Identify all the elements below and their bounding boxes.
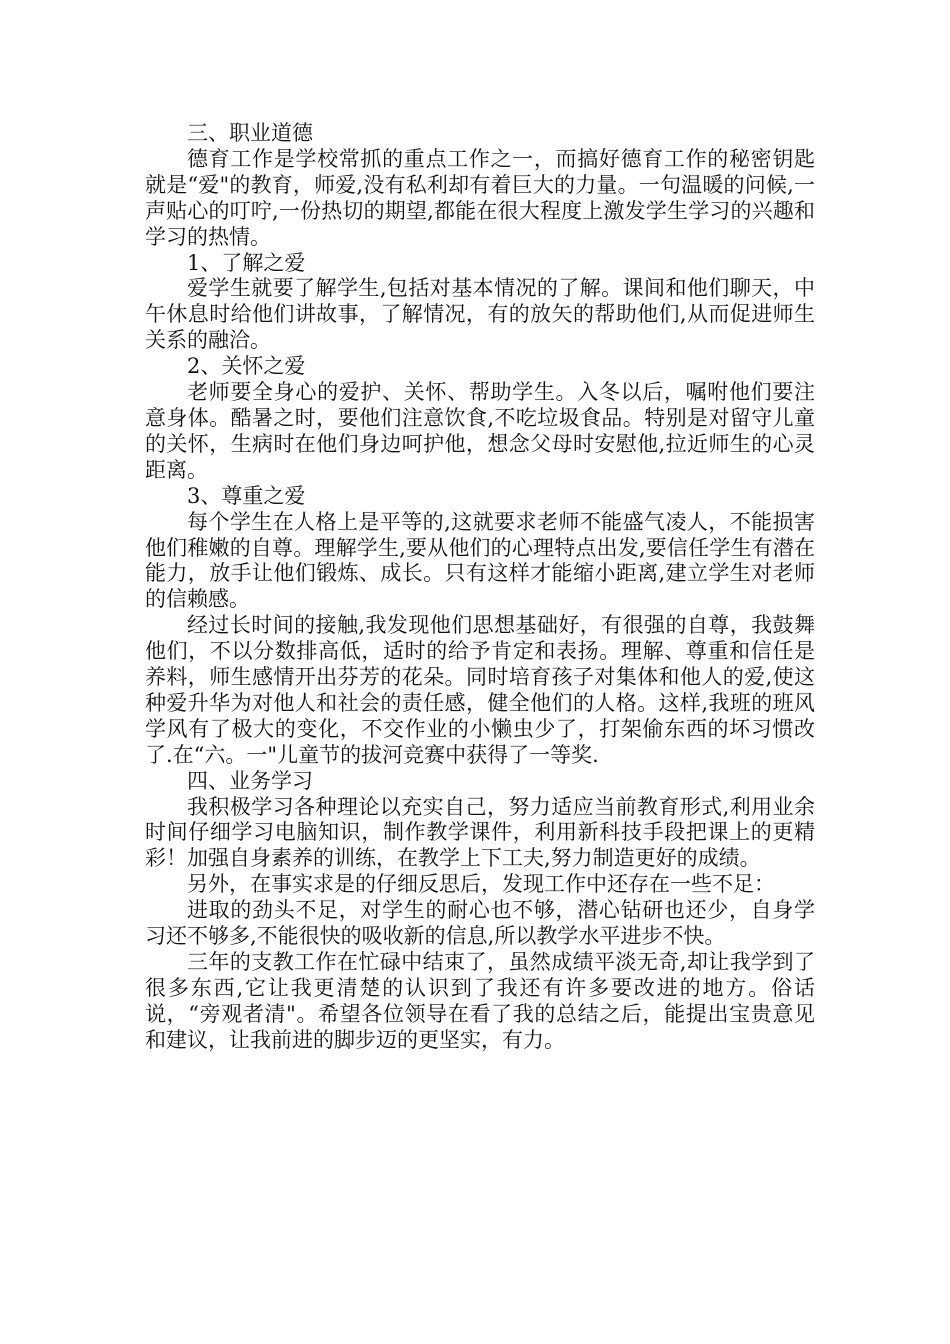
subheading-understanding-love: 1、了解之爱	[187, 250, 306, 275]
document-body	[145, 121, 815, 1054]
paragraph: 另外，在事实求是的仔细反思后，发现工作中还存在一些不足：	[187, 872, 775, 897]
paragraph: 德育工作是学校常抓的重点工作之一，而搞好德育工作的秘密钥匙就是“爱"的教育，师爱,没有私利却有着巨大的力量。一句温暖的问候,一声贴心的叮咛,一份热切的期望,都能在很大程度上激发学生学习的兴趣和学习的热情。	[145, 146, 815, 249]
paragraph: 老师要全身心的爱护、关怀、帮助学生。入冬以后，嘱咐他们要注意身体。酷暑之时，要他们注意饮食,不吃垃圾食品。特别是对留守儿童的关怀，生病时在他们身边呵护他，想念父母时安慰他,拉近师生的心灵距离。	[145, 380, 815, 482]
section-heading-professional-study: 四、业务学习	[187, 768, 313, 793]
paragraph: 经过长时间的接触,我发现他们思想基础好，有很强的自尊，我鼓舞他们，不以分数排高低，适时的给予肯定和表扬。理解、尊重和信任是养料，师生感情开出芬芳的花朵。同时培育孩子对集体和他人的爱,使这种爱升华为对他人和社会的责任感，健全他们的人格。这样,我班的班风学风有了极大的变化，不交作业的小懒虫少了，打架偷东西的坏习惯改了.在“六。一"儿童节的拔河竞赛中获得了一等奖.	[145, 613, 815, 767]
paragraph: 我积极学习各种理论以充实自己，努力适应当前教育形式,利用业余时间仔细学习电脑知识，制作教学课件，利用新科技手段把课上的更精彩！加强自身素养的训练，在教学上下工夫,努力制造更好的成绩。	[145, 794, 815, 871]
section-heading-professional-ethics: 三、职业道德	[187, 121, 313, 145]
subheading-respect-love: 3、尊重之爱	[187, 483, 306, 508]
paragraph: 三年的支教工作在忙碌中结束了，虽然成绩平淡无奇,却让我学到了很多东西,它让我更清楚的认识到了我还有许多要改进的地方。俗话说，“旁观者清"。希望各位领导在看了我的总结之后，能提出宝贵意见和建议，让我前进的脚步迈的更坚实，有力。	[145, 950, 815, 1052]
paragraph: 每个学生在人格上是平等的,这就要求老师不能盛气凌人，不能损害他们稚嫩的自尊。理解学生,要从他们的心理特点出发,要信任学生有潜在能力，放手让他们锻炼、成长。只有这样才能缩小距离,建立学生对老师的信赖感。	[145, 509, 815, 612]
paragraph: 爱学生就要了解学生,包括对基本情况的了解。课间和他们聊天，中午休息时给他们讲故事，了解情况，有的放矢的帮助他们,从而促进师生关系的融洽。	[145, 276, 815, 353]
paragraph: 进取的劲头不足，对学生的耐心也不够，潜心钻研也还少，自身学习还不够多,不能很快的吸收新的信息,所以教学水平进步不快。	[145, 898, 815, 949]
subheading-caring-love: 2、关怀之爱	[187, 354, 306, 379]
